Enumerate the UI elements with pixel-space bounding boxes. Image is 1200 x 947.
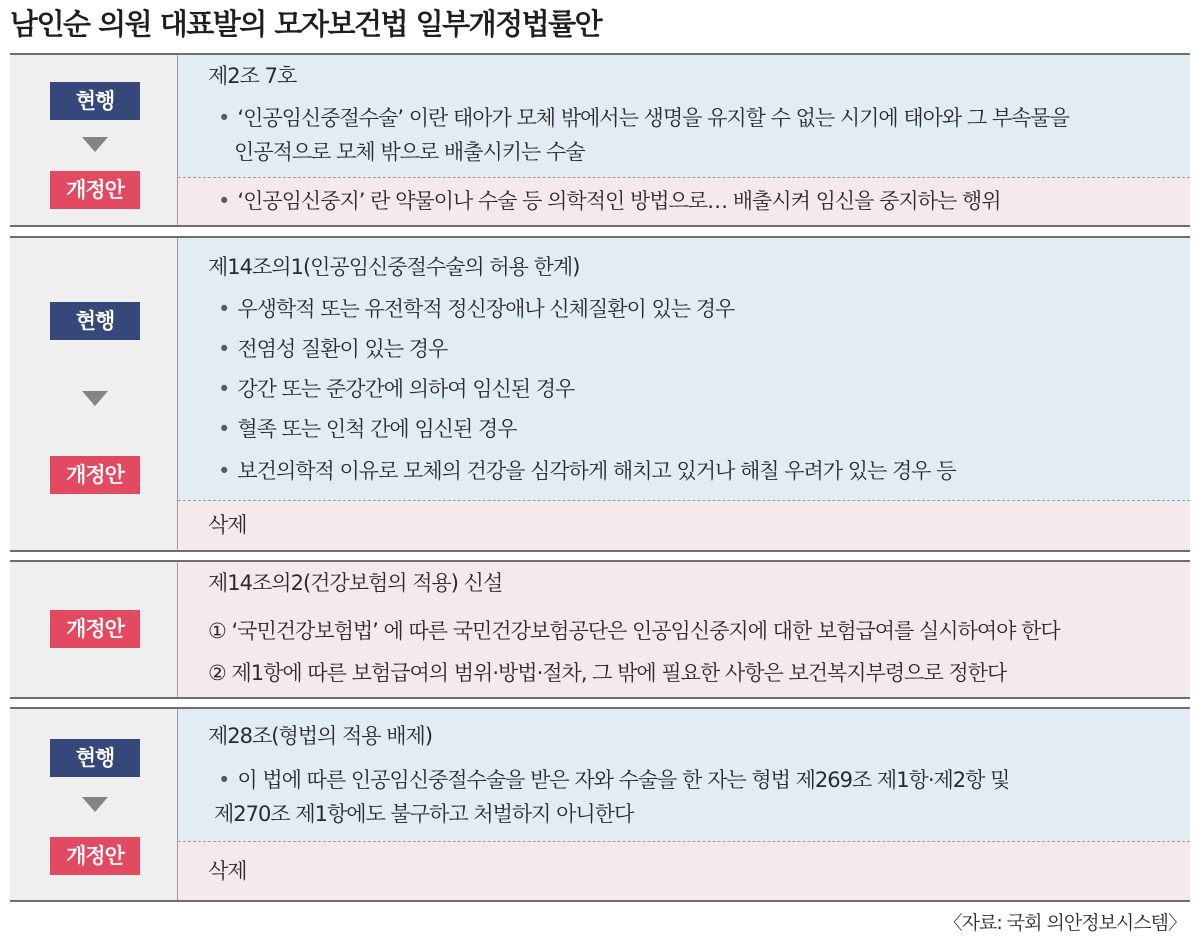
list-item: • ‘인공임신중절수술’ 이란 태아가 모체 밖에서는 생명을 유지할 수 없는 시기에 태아와 그 부속물을 bbox=[218, 106, 1069, 130]
list-item: • 혈족 또는 인척 간에 임신된 경우 bbox=[218, 417, 517, 441]
bullet: • bbox=[218, 768, 230, 792]
deleted-text: 삭제 bbox=[208, 513, 247, 537]
article-heading: 제14조의1(인공임신중절수술의 허용 한계) bbox=[208, 255, 580, 279]
bullet: • bbox=[218, 417, 230, 441]
content-column bbox=[178, 238, 1190, 550]
list-item: • 보건의학적 이유로 모체의 건강을 심각하게 해치고 있거나 해칠 우려가 있는 경우 등 bbox=[218, 459, 956, 483]
list-item: ① ‘국민건강보험법’ 에 따른 국민건강보험공단은 인공임신중지에 대한 보험급여를 실시하여야 한다 bbox=[208, 619, 1060, 643]
revision-block bbox=[178, 177, 1190, 225]
current-law-tag: 현행 bbox=[50, 302, 140, 340]
down-arrow-icon bbox=[82, 391, 108, 406]
list-item: • 이 법에 따른 인공임신중절수술을 받은 자와 수술을 한 자는 형법 제269조 제1항·제2항 및 bbox=[218, 768, 1010, 792]
article-heading: 제2조 7호 bbox=[208, 64, 297, 88]
current-law-tag: 현행 bbox=[50, 82, 140, 120]
list-item: ② 제1항에 따른 보험급여의 범위·방법·절차, 그 밖에 필요한 사항은 보건복지부령으로 정한다 bbox=[208, 661, 1007, 685]
current-law-block bbox=[178, 55, 1190, 179]
label-column bbox=[10, 709, 178, 900]
list-item-continuation: 인공적으로 모체 밖으로 배출시키는 수술 bbox=[234, 140, 585, 164]
article-28-section bbox=[10, 707, 1190, 902]
label-column bbox=[10, 55, 178, 225]
down-arrow-icon bbox=[82, 137, 108, 152]
bullet: • bbox=[218, 377, 230, 401]
bullet: • bbox=[218, 459, 230, 483]
source-credit: 〈자료: 국회 의안정보시스템〉 bbox=[943, 912, 1186, 934]
content-column bbox=[178, 562, 1190, 697]
revision-block bbox=[178, 841, 1190, 900]
content-column bbox=[178, 55, 1190, 225]
list-item: • ‘인공임신중지’ 란 약물이나 수술 등 의학적인 방법으로… 배출시켜 임신을 중지하는 행위 bbox=[218, 189, 1001, 213]
bullet: • bbox=[218, 189, 230, 213]
article-14-2-section bbox=[10, 560, 1190, 699]
list-item: • 우생학적 또는 유전학적 정신장애나 신체질환이 있는 경우 bbox=[218, 297, 735, 321]
revision-tag: 개정안 bbox=[50, 837, 140, 875]
down-arrow-icon bbox=[82, 797, 108, 812]
new-provision-block bbox=[178, 562, 1190, 697]
list-item: • 강간 또는 준강간에 의하여 임신된 경우 bbox=[218, 377, 575, 401]
list-item: • 전염성 질환이 있는 경우 bbox=[218, 337, 448, 361]
list-item-continuation: 제270조 제1항에도 불구하고 처벌하지 아니한다 bbox=[214, 802, 634, 826]
article-2-section bbox=[10, 53, 1190, 227]
content-column bbox=[178, 709, 1190, 900]
bullet: • bbox=[218, 106, 230, 130]
bullet: • bbox=[218, 297, 230, 321]
label-column bbox=[10, 562, 178, 697]
bullet: • bbox=[218, 337, 230, 361]
revision-tag: 개정안 bbox=[50, 610, 140, 648]
current-law-tag: 현행 bbox=[50, 739, 140, 777]
article-14-1-section bbox=[10, 236, 1190, 552]
revision-tag: 개정안 bbox=[50, 171, 140, 209]
deleted-text: 삭제 bbox=[208, 859, 247, 883]
article-heading: 제14조의2(건강보험의 적용) 신설 bbox=[208, 571, 503, 595]
current-law-block bbox=[178, 709, 1190, 843]
revision-block bbox=[178, 500, 1190, 550]
article-heading: 제28조(형법의 적용 배제) bbox=[208, 724, 433, 748]
page-title: 남인순 의원 대표발의 모자보건법 일부개정법률안 bbox=[10, 7, 602, 41]
revision-tag: 개정안 bbox=[50, 456, 140, 494]
current-law-block bbox=[178, 238, 1190, 500]
label-column bbox=[10, 238, 178, 550]
